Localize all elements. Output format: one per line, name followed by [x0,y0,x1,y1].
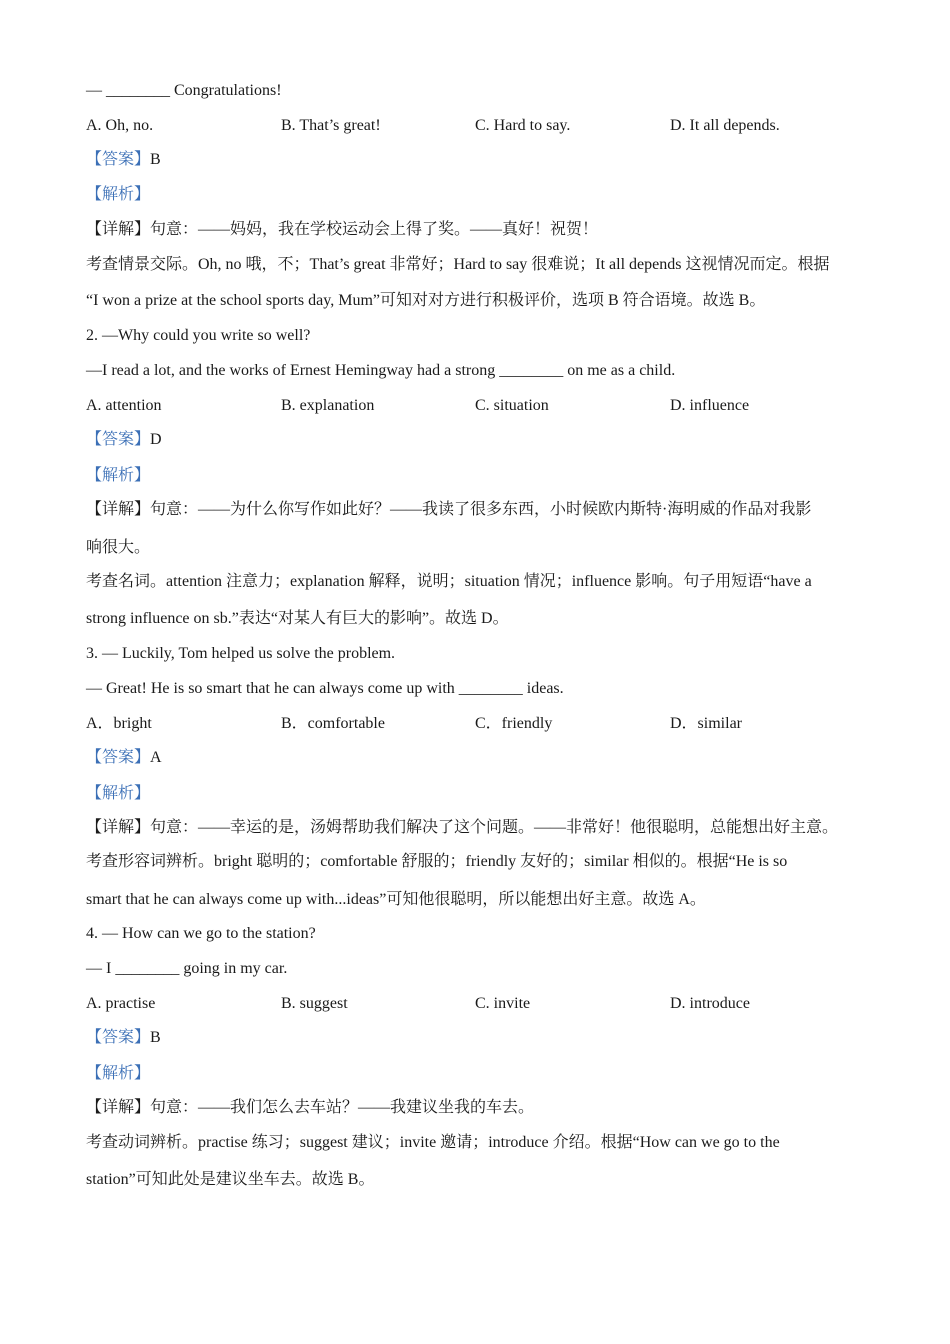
q3-option-b: B．comfortable [281,715,385,732]
q2-option-b: B. explanation [281,397,375,414]
q2-dialog-b: —I read a lot, and the works of Ernest Hemingway had a strong ________ on me as a child. [86,362,676,379]
q1-answer: 【答案】B [86,151,161,168]
q1-option-b: B. That’s great! [281,117,381,134]
q4-answer: 【答案】B [86,1029,161,1046]
q3-option-a: A．bright [86,715,152,732]
q3-question: 3. — Luckily, Tom helped us solve the problem. [86,645,396,662]
q4-option-c: C. invite [475,995,531,1012]
q2-explain-1: 考查名词。attention 注意力；explanation 解释，说明；situation 情况；influence 影响。句子用短语“have a [86,573,812,590]
q2-detail-1: 【详解】句意：——为什么你写作如此好？——我读了很多东西，小时候欧内斯特·海明威的作品对我影 [86,501,812,518]
q2-option-c: C. situation [475,397,549,414]
q1-detail: 【详解】句意：——妈妈，我在学校运动会上得了奖。——真好！祝贺！ [86,221,599,238]
q2-option-d: D. influence [670,397,750,414]
q4-option-b: B. suggest [281,995,348,1012]
q4-analysis-label: 【解析】 [86,1065,151,1082]
q4-explain-1: 考查动词辨析。practise 练习；suggest 建议；invite 邀请；introduce 介绍。根据“How can we go to the [86,1134,780,1151]
q4-detail: 【详解】句意：——我们怎么去车站？——我建议坐我的车去。 [86,1099,535,1116]
q3-detail: 【详解】句意：——幸运的是，汤姆帮助我们解决了这个问题。——非常好！他很聪明，总能想出好主意。 [86,819,839,836]
q1-option-a: A. Oh, no. [86,117,154,134]
q2-option-a: A. attention [86,397,162,414]
q3-dialog-b: — Great! He is so smart that he can always come up with ________ ideas. [86,680,564,697]
q4-dialog-b: — I ________ going in my car. [86,960,288,977]
q4-question: 4. — How can we go to the station? [86,925,316,942]
q3-analysis-label: 【解析】 [86,785,151,802]
q2-question: 2. —Why could you write so well? [86,327,311,344]
q2-detail-2: 响很大。 [86,539,151,556]
q1-explain-1: 考查情景交际。Oh, no 哦，不；That’s great 非常好；Hard to say 很难说；It all depends 这视情况而定。根据 [86,256,830,273]
q1-explain-2: “I won a prize at the school sports day, Mum”可知对对方进行积极评价，选项 B 符合语境。故选 B。 [86,292,766,309]
q3-explain-1: 考查形容词辨析。bright 聪明的；comfortable 舒服的；friendly 友好的；similar 相似的。根据“He is so [86,853,788,870]
q3-answer: 【答案】A [86,749,162,766]
q3-option-d: D．similar [670,715,742,732]
q2-explain-2: strong influence on sb.”表达“对某人有巨大的影响”。故选 D。 [86,610,509,627]
q3-explain-2: smart that he can always come up with...ideas”可知他很聪明，所以能想出好主意。故选 A。 [86,891,706,908]
q1-option-c: C. Hard to say. [475,117,571,134]
q2-analysis-label: 【解析】 [86,467,151,484]
q3-option-c: C．friendly [475,715,553,732]
q1-analysis-label: 【解析】 [86,186,151,203]
q4-option-a: A. practise [86,995,156,1012]
q1-dialog-b: — ________ Congratulations! [86,82,282,99]
q4-explain-2: station”可知此处是建议坐车去。故选 B。 [86,1171,375,1188]
q2-answer: 【答案】D [86,431,162,448]
q4-option-d: D. introduce [670,995,750,1012]
q1-option-d: D. It all depends. [670,117,780,134]
